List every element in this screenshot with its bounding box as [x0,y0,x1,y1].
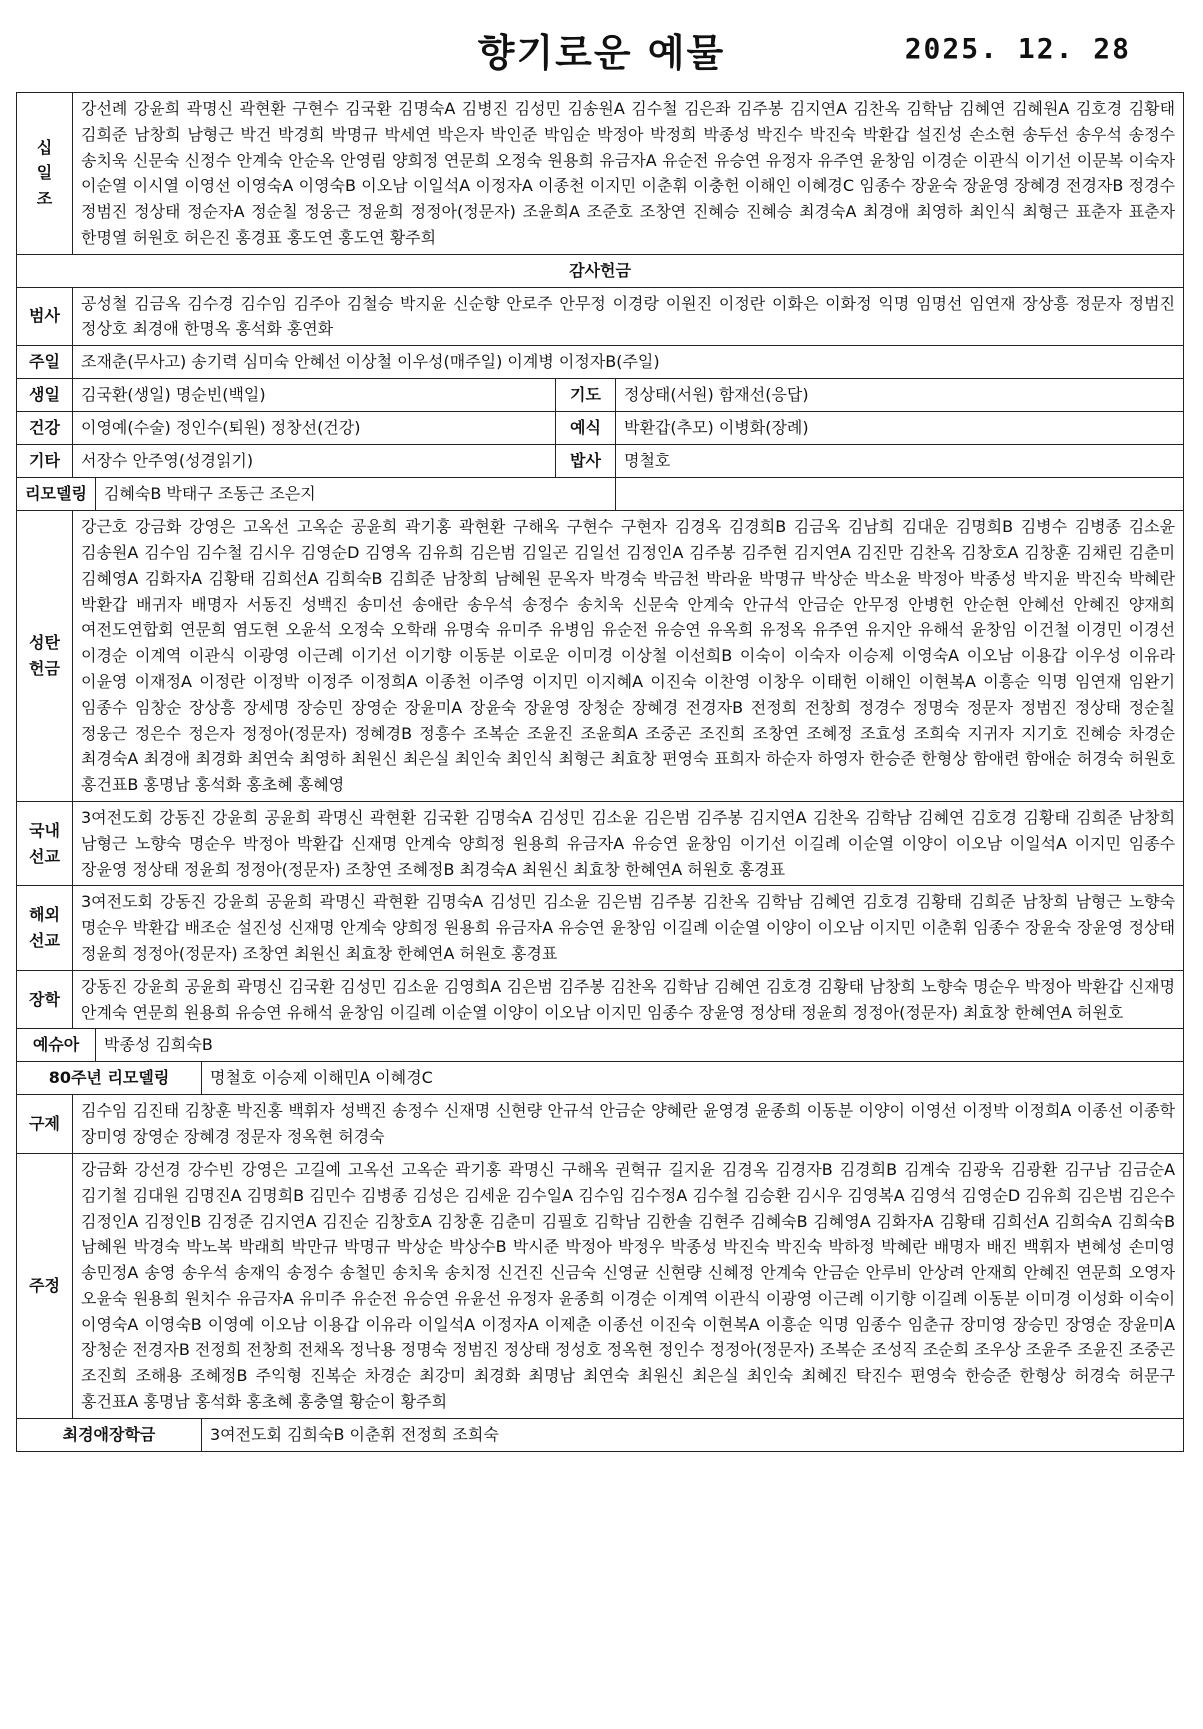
name-list: 3여전도회 강동진 강윤희 공윤희 곽명신 곽현환 김국환 김명숙A 김성민 김소윤 김은범 김주봉 김지연A 김찬옥 김학남 김혜연 김호경 김황태 김희준 남창희 남형근 노향숙 명순우 박정아 박환갑 신재명 안계숙 양희정 원용희 유금자A 유승연 윤창임 이기선 이길례 이순열 이양이 이오남 이일석A 이지민 임종수 장윤영 정상태 정윤희 정정아(정문자) 조창연 조혜정B 최경숙A 최원신 최효창 한혜연A 허원호 홍경표 [73,801,1184,885]
name-list: 조재춘(무사고) 송기력 심미숙 안혜선 이상철 이우성(매주일) 이계병 이정자B(주일) [73,346,1184,379]
row-section-gamsa [17,254,1184,287]
name-list: 강동진 강윤희 공윤희 곽명신 김국환 김성민 김소윤 김영희A 김은범 김주봉 김찬옥 김학남 김혜연 김호경 김황태 남창희 노향숙 명순우 박정아 박환갑 신재명 안계숙 연문희 원용희 유승연 유해석 윤창임 이길례 이순열 이양이 이오남 이지민 임종수 장윤영 정상태 정윤희 정정아(정문자) 최효창 한혜연A 허원호 [73,970,1184,1029]
name-list: 3여전도회 강동진 강윤희 공윤희 곽명신 곽현환 김명숙A 김성민 김소윤 김은범 김주봉 김찬옥 김학남 김혜연 김호경 김황태 김희준 남창희 남형근 노향숙 명순우 박환갑 배조순 설진성 신재명 안계숙 양희정 원용희 유금자A 유승연 윤창임 이길례 이순열 이양이 이오남 이지민 이춘휘 임종수 장윤숙 장윤영 정상태 정윤희 정정아(정문자) 조창연 최원신 최효창 한혜연A 허원호 홍경표 [73,886,1184,970]
row-label: 해외 선교 [17,886,73,970]
row-juil [17,346,1184,379]
row-label: 예슈아 [17,1029,96,1062]
row-label: 밥사 [556,445,616,478]
name-list: 박환갑(추모) 이병화(장례) [616,412,1184,445]
name-list: 강금화 강선경 강수빈 강영은 고길예 고옥선 고옥순 곽기홍 곽명신 구해옥 권혁규 길지윤 김경옥 김경자B 김경희B 김계숙 김광욱 김광환 김구남 김금순A 김기철 김대원 김명진A 김명희B 김민수 김병종 김성은 김세윤 김수일A 김수임 김수정A 김수철 김승환 김시우 김영복A 김영석 김영순D 김유희 김은범 김은수 김정인A 김정인B 김정준 김지연A 김진순 김창호A 김창훈 김춘미 김필호 김학남 김한솔 김현주 김혜숙B 김혜영A 김화자A 김황태 김희선A 김희숙A 김희숙B 남혜원 박경숙 박노복 박래희 박만규 박명규 박상순 박상수B 박시준 박정아 박정우 박종성 박진숙 박진숙 박하정 박혜란 배명자 배진 백휘자 변혜성 손미영 송민정A 송영 송우석 송재익 송정수 송철민 송치욱 송치정 신건진 신금숙 신영균 신현량 신혜정 안계숙 안금순 안루비 안상려 안재희 안혜진 연문희 오영자 오윤숙 원용희 원치수 유금자A 유미주 유순전 유승연 유윤선 유정자 윤종희 이경순 이계역 이관식 이광영 이근례 이기향 이길례 이동분 이미경 이성화 이숙이 이영숙A 이영숙B 이영예 이오남 이용갑 이유라 이일석A 이정자A 이제춘 이종선 이진숙 이현복A 이흥순 익명 임종수 임춘규 장미영 장승민 장영순 장윤미A 장청순 전경자B 전정희 전창희 전채옥 정낙용 정명숙 정범진 정상태 정성호 정옥현 정인수 정정아(정문자) 조복순 조성직 조순희 조우상 조윤주 조윤진 조중곤 조진희 조해용 조혜정B 주익형 진복순 차경순 최강미 최경화 최명남 최연숙 최원신 최은실 최인숙 최혜진 탁진수 편영숙 한승준 한형상 허경숙 허문구 홍건표A 홍명남 홍석화 홍초혜 홍충열 황순이 황주희 [73,1153,1184,1418]
row-anniversary-remodeling [17,1062,1184,1095]
empty-cell [616,478,1184,511]
row-label: 장학 [17,970,73,1029]
row-label: 기도 [556,379,616,412]
row-label: 성탄 헌금 [17,511,73,802]
row-remodeling [17,478,1184,511]
section-heading: 감사헌금 [17,254,1184,287]
row-label: 80주년 리모델링 [17,1062,202,1095]
name-list: 공성철 김금옥 김수경 김수임 김주아 김철승 박지윤 신순향 안로주 안무정 이경랑 이원진 이정란 이화은 이화정 익명 임명선 임연재 장상흥 정문자 정범진 정상호 최경애 한명옥 홍석화 홍연화 [73,287,1184,346]
row-label: 예식 [556,412,616,445]
row-label: 주일 [17,346,73,379]
row-beomsa [17,287,1184,346]
name-list: 이영예(수술) 정인수(퇴원) 정창선(건강) [73,412,556,445]
name-list: 박종성 김희숙B [96,1029,1184,1062]
row-label: 기타 [17,445,73,478]
name-list: 명철호 이승제 이해민A 이혜경C [202,1062,1184,1095]
row-gita-bapsa [17,445,1184,478]
page-header [0,22,1203,75]
row-label: 리모델링 [17,478,96,511]
row-label: 건강 [17,412,73,445]
row-janghak [17,970,1184,1029]
name-list: 강선례 강윤희 곽명신 곽현환 구현수 김국환 김명숙A 김병진 김성민 김송원A 김수철 김은좌 김주봉 김지연A 김찬옥 김학남 김혜연 김혜원A 김호경 김황태 김희준 남창희 남형근 박건 박경희 박명규 박세연 박은자 박인준 박임순 박정아 박정희 박종성 박진수 박진숙 박환갑 설진성 손소현 송두선 송우석 송정수 송치욱 신문숙 신정수 안계숙 안순옥 안영림 양희정 연문희 오정숙 원용희 유금자A 유순전 유승연 유정자 유주연 윤창임 이경순 이관식 이기선 이문복 이숙자 이순열 이시열 이영선 이영숙A 이영숙B 이오남 이일석A 이정자A 이종천 이지민 이춘휘 이충헌 이해인 이혜경C 임종수 장윤숙 장윤영 장혜경 전경자B 정경수 정범진 정상태 정순자A 정순칠 정웅근 정윤희 정정아(정문자) 조윤희A 조준호 조창연 진혜승 진혜승 최경숙A 최경애 최영하 최인식 최형근 표춘자 표춘자 한명열 허원호 허은진 홍경표 홍도연 홍도연 황주희 [73,93,1184,255]
name-list: 김국환(생일) 명순빈(백일) [73,379,556,412]
row-guje [17,1095,1184,1154]
name-list: 강근호 강금화 강영은 고옥선 고옥순 공윤희 곽기홍 곽현환 구해옥 구현수 구현자 김경옥 김경희B 김금옥 김남희 김대운 김명희B 김병수 김병종 김소윤 김송원A 김수임 김수철 김시우 김영순D 김영옥 김유희 김은범 김일곤 김일선 김정인A 김주봉 김주현 김지연A 김진만 김찬옥 김창호A 김창훈 김채린 김춘미 김혜영A 김화자A 김황태 김희선A 김희숙B 김희준 남창희 남혜원 문옥자 박경숙 박금천 박라윤 박명규 박상순 박소윤 박정아 박종성 박지윤 박진숙 박혜란 박환갑 배귀자 배명자 서동진 성백진 송미선 송애란 송우석 송정수 송치욱 신문숙 안계숙 안규석 안금순 안무정 안병헌 안순현 안혜선 안혜진 양재희 여전도연합회 연문희 염도현 오윤석 오정숙 오학래 유명숙 유미주 유병임 유순전 유승연 유옥희 유정옥 유주연 유지안 유해석 윤창임 이건철 이경민 이경선 이경순 이계역 이관식 이광영 이근례 이기선 이기향 이동분 이로운 이미경 이상철 이선희B 이숙이 이숙자 이승제 이영숙A 이오남 이용갑 이우성 이유라 이윤영 이재정A 이정란 이정박 이정주 이정희A 이종천 이주영 이지민 이지혜A 이진숙 이찬영 이창우 이태헌 이해인 이현복A 이흥순 익명 임연재 임완기 임종수 임창순 장상흥 장세명 장승민 장영순 장윤미A 장윤숙 장윤영 장청순 장혜경 전경자B 전정희 전창희 정경수 정명숙 정문자 정범진 정상태 정순칠 정웅근 정은수 정은자 정정아(정문자) 정혜경B 정흥수 조복순 조윤진 조윤희A 조중곤 조진희 조창연 조혜정 조효성 조희숙 지귀자 지기호 진혜승 차경순 최경숙A 최경애 최경화 최연숙 최영하 최원신 최은실 최인숙 최인식 최형근 최효창 편영숙 표희자 하순자 하영자 한승준 한형상 함애련 함애순 허경숙 허원호 홍건표B 홍명남 홍석화 홍초혜 홍혜영 [73,511,1184,802]
name-list: 3여전도회 김희숙B 이춘휘 전정희 조희숙 [202,1418,1184,1451]
row-label: 십 일 조 [17,93,73,255]
offering-table [16,92,1184,1452]
name-list: 김혜숙B 박태구 조동근 조은지 [96,478,616,511]
name-list: 서장수 안주영(성경읽기) [73,445,556,478]
row-yesua [17,1029,1184,1062]
row-saengil-gido [17,379,1184,412]
row-sipiljo [17,93,1184,255]
row-label: 범사 [17,287,73,346]
name-list: 김수임 김진태 김창훈 박진홍 백휘자 성백진 송정수 신재명 신현량 안규석 안금순 양혜란 윤영경 윤종희 이동분 이양이 이영선 이정박 이정희A 이종선 이종학 장미영 장영순 장혜경 정문자 정옥현 허경숙 [73,1095,1184,1154]
row-gungnae [17,801,1184,885]
row-label: 국내 선교 [17,801,73,885]
row-label: 구제 [17,1095,73,1154]
row-geongang-yesik [17,412,1184,445]
row-choegyeongae-scholarship [17,1418,1184,1451]
page-title: 향기로운 예물 [477,31,726,75]
row-label: 주정 [17,1153,73,1418]
row-jujeong [17,1153,1184,1418]
row-label: 최경애장학금 [17,1418,202,1451]
row-seongtan [17,511,1184,802]
name-list: 정상태(서원) 함재선(응답) [616,379,1184,412]
row-haeoe [17,886,1184,970]
page-date: 2025. 12. 28 [904,32,1131,65]
name-list: 명철호 [616,445,1184,478]
row-label: 생일 [17,379,73,412]
